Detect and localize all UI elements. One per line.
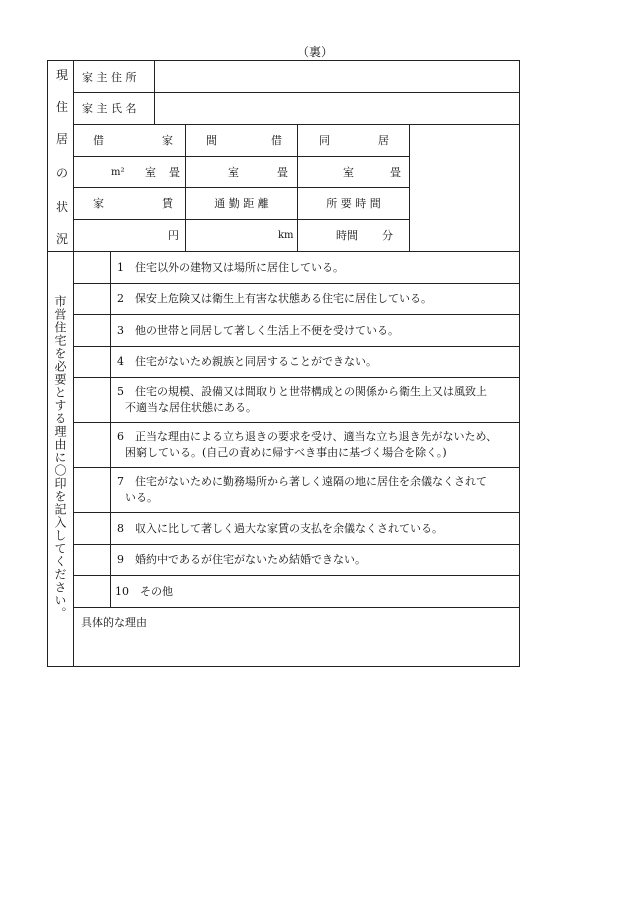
- unit-square-meter: m²: [111, 167, 125, 178]
- reason-3-text: 他の世帯と同居して著しく生活上不便を受けている。: [135, 324, 399, 337]
- reason-6-mark-cell[interactable]: [74, 423, 110, 467]
- reason-6-text-line-2: 困窮している。(自己の責めに帰すべき事由に基づく場合を除く。): [125, 446, 447, 459]
- specific-reason-field[interactable]: [74, 631, 519, 666]
- residence-side-char-2: 住: [55, 100, 68, 114]
- reason-5-number: 5: [117, 385, 124, 398]
- type-rented-house-header: 借 家: [93, 134, 173, 147]
- residence-side-char-5: 状: [55, 200, 68, 214]
- reason-2-text: 保安上危険又は衛生上有害な状態ある住宅に居住している。: [135, 292, 432, 305]
- reason-7-mark-cell[interactable]: [74, 468, 110, 512]
- unit-room: 室: [343, 166, 354, 179]
- reason-8-mark-cell[interactable]: [74, 513, 110, 544]
- householder-address-label: 家 主 住 所: [82, 71, 137, 84]
- application-form-back: [47, 60, 520, 667]
- reason-9-number: 9: [117, 553, 124, 566]
- reason-7-number: 7: [117, 475, 124, 488]
- residence-side-char-1: 現: [55, 68, 68, 82]
- unit-hours: 時間: [336, 229, 358, 242]
- reason-8: [117, 522, 443, 535]
- rented-room-area-input[interactable]: [186, 157, 297, 187]
- reasons-side-label: 市営住宅を必要とする理由に〇印を記入してください。: [53, 295, 67, 620]
- householder-name-field[interactable]: [155, 93, 519, 124]
- reason-10-text: その他: [140, 585, 173, 598]
- reason-10: [115, 585, 173, 598]
- reason-4-mark-cell[interactable]: [74, 347, 110, 377]
- residence-side-char-6: 況: [55, 232, 68, 246]
- living-with-area-input[interactable]: [298, 157, 409, 187]
- commute-distance-input[interactable]: [186, 220, 297, 251]
- reason-2: [117, 292, 432, 305]
- unit-tatami: 畳: [169, 166, 180, 179]
- reason-1-number: 1: [117, 261, 124, 274]
- rented-house-area-input[interactable]: [74, 157, 185, 187]
- reason-5-text-line-2: 不適当な居住状態にある。: [125, 401, 257, 414]
- specific-reason-label: 具体的な理由: [81, 616, 147, 629]
- residence-side-char-4: の: [55, 166, 68, 180]
- reason-3-mark-cell[interactable]: [74, 315, 110, 346]
- reason-8-number: 8: [117, 522, 124, 535]
- commute-time-input[interactable]: [298, 220, 409, 251]
- reason-1-text: 住宅以外の建物又は場所に居住している。: [135, 261, 344, 274]
- reason-1: [117, 261, 344, 274]
- reason-1-mark-cell[interactable]: [74, 252, 110, 283]
- unit-tatami: 畳: [277, 166, 288, 179]
- type-living-with-header: 同 居: [319, 134, 389, 147]
- commute-time-header: 所 要 時 間: [326, 197, 381, 210]
- reason-7-text-line-2: いる。: [125, 491, 158, 504]
- rent-header: 家 賃: [93, 197, 173, 210]
- reason-5: [117, 385, 487, 398]
- reason-5-text: 住宅の規模、設備又は間取りと世帯構成との関係から衛生上又は風致上: [135, 385, 487, 398]
- householder-address-field[interactable]: [155, 62, 519, 92]
- reason-10-mark-cell[interactable]: [74, 576, 110, 607]
- reason-6-number: 6: [117, 430, 124, 443]
- reason-4: [117, 355, 377, 368]
- commute-distance-header: 通 勤 距 離: [214, 197, 269, 210]
- residence-side-char-3: 居: [55, 132, 68, 146]
- reason-5-mark-cell[interactable]: [74, 378, 110, 422]
- reason-9: [117, 553, 366, 566]
- reason-7-text: 住宅がないために勤務場所から著しく遠隔の地に居住を余儀なくされて: [135, 475, 487, 488]
- reason-2-number: 2: [117, 292, 124, 305]
- reason-9-mark-cell[interactable]: [74, 545, 110, 575]
- unit-km: km: [278, 230, 294, 241]
- unit-yen: 円: [168, 229, 179, 242]
- reason-3: [117, 324, 399, 337]
- reason-6: [117, 430, 497, 443]
- reason-4-number: 4: [117, 355, 124, 368]
- unit-minutes: 分: [382, 229, 393, 242]
- unit-room: 室: [228, 166, 239, 179]
- householder-name-label: 家 主 氏 名: [82, 102, 137, 115]
- reason-4-text: 住宅がないため親族と同居することができない。: [135, 355, 377, 368]
- reason-7: [117, 475, 487, 488]
- reason-10-number: 10: [115, 585, 129, 598]
- reason-6-text: 正当な理由による立ち退きの要求を受け、適当な立ち退き先がないため、: [135, 430, 498, 443]
- reason-9-text: 婚約中であるが住宅がないため結婚できない。: [135, 553, 366, 566]
- type-rented-room-header: 間 借: [206, 134, 282, 147]
- reason-3-number: 3: [117, 324, 124, 337]
- reason-8-text: 収入に比して著しく過大な家賃の支払を余儀なくされている。: [135, 522, 443, 535]
- page-side-label: （裏）: [296, 45, 333, 59]
- rent-input[interactable]: [74, 220, 185, 251]
- unit-tatami: 畳: [390, 166, 401, 179]
- reason-2-mark-cell[interactable]: [74, 284, 110, 314]
- unit-room: 室: [145, 166, 156, 179]
